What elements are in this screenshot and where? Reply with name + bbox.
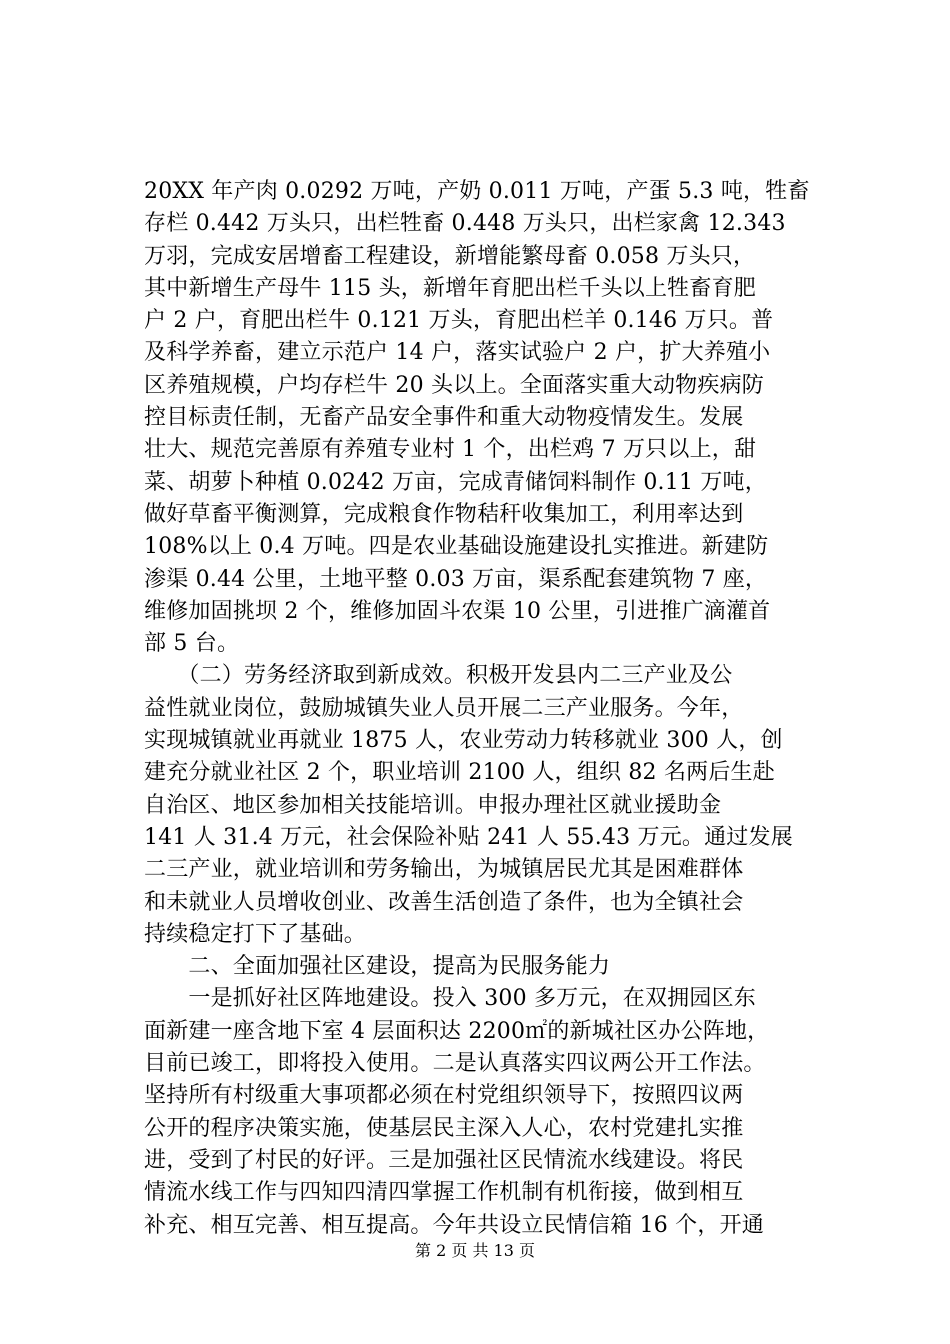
text-line: 其中新增生产母牛 115 头，新增年育肥出栏千头以上牲畜育肥 <box>144 275 756 301</box>
text-line: （二）劳务经济取到新成效。积极开发县内二三产业及公 <box>144 663 733 689</box>
text-line: 及科学养畜，建立示范户 14 户，落实试验户 2 户，扩大养殖小 <box>144 340 771 366</box>
text-line: 渗渠 0.44 公里，土地平整 0.03 万亩，渠系配套建筑物 7 座， <box>144 566 768 592</box>
body-text <box>144 176 844 1242</box>
text-line: 区养殖规模，户均存栏牛 20 头以上。全面落实重大动物疾病防 <box>144 372 764 398</box>
text-line: 建充分就业社区 2 个，职业培训 2100 人，组织 82 名两后生赴 <box>144 760 775 786</box>
text-line: 坚持所有村级重大事项都必须在村党组织领导下，按照四议两 <box>144 1083 744 1109</box>
text-line: 实现城镇就业再就业 1875 人，农业劳动力转移就业 300 人，创 <box>144 728 783 754</box>
text-line: 壮大、规范完善原有养殖专业村 1 个，出栏鸡 7 万只以上，甜 <box>144 437 757 463</box>
text-line: 一是抓好社区阵地建设。投入 300 多万元，在双拥园区东 <box>144 986 756 1012</box>
text-line: 进，受到了村民的好评。三是加强社区民情流水线建设。将民 <box>144 1147 744 1173</box>
text-line: 自治区、地区参加相关技能培训。申报办理社区就业援助金 <box>144 792 722 818</box>
text-line: 二、全面加强社区建设，提高为民服务能力 <box>144 954 611 980</box>
text-line: 二三产业，就业培训和劳务输出，为城镇居民尤其是困难群体 <box>144 857 744 883</box>
text-line: 20XX 年产肉 0.0292 万吨，产奶 0.011 万吨，产蛋 5.3 吨，牲畜 <box>144 179 810 204</box>
text-line: 情流水线工作与四知四清四掌握工作机制有机衔接，做到相互 <box>144 1180 744 1206</box>
text-line: 菜、胡萝卜种植 0.0242 万亩，完成青储饲料制作 0.11 万吨， <box>144 469 767 495</box>
text-line: 持续稳定打下了基础。 <box>144 921 367 947</box>
text-line: 部 5 台。 <box>144 631 240 657</box>
text-line: 做好草畜平衡测算，完成粮食作物秸秆收集加工，利用率达到 <box>144 501 744 527</box>
text-line: 维修加固挑坝 2 个，维修加固斗农渠 10 公里，引进推广滴灌首 <box>144 598 771 624</box>
text-line: 存栏 0.442 万头只，出栏牲畜 0.448 万头只，出栏家禽 12.343 <box>144 211 786 237</box>
text-line: 补充、相互完善、相互提高。今年共设立民情信箱 16 个，开通 <box>144 1212 764 1238</box>
text-line: 户 2 户，育肥出栏牛 0.121 万头，育肥出栏羊 0.146 万只。普 <box>144 308 774 334</box>
text-line: 控目标责任制，无畜产品安全事件和重大动物疫情发生。发展 <box>144 405 744 431</box>
text-line: 面新建一座含地下室 4 层面积达 2200㎡的新城社区办公阵地， <box>144 1018 770 1044</box>
text-line: 万羽，完成安居增畜工程建设，新增能繁母畜 0.058 万头只， <box>144 243 756 269</box>
text-line: 公开的程序决策实施，使基层民主深入人心，农村党建扎实推 <box>144 1115 744 1141</box>
text-line: 和未就业人员增收创业、改善生活创造了条件，也为全镇社会 <box>144 889 744 915</box>
text-line: 目前已竣工，即将投入使用。二是认真落实四议两公开工作法。 <box>144 1051 766 1077</box>
text-line: 108%以上 0.4 万吨。四是农业基础设施建设扎实推进。新建防 <box>144 534 769 560</box>
text-line: 益性就业岗位，鼓励城镇失业人员开展二三产业服务。今年， <box>144 695 744 721</box>
text-line: 141 人 31.4 万元，社会保险补贴 241 人 55.43 万元。通过发展 <box>144 824 793 850</box>
page-footer: 第 2 页 共 13 页 <box>415 1241 535 1260</box>
